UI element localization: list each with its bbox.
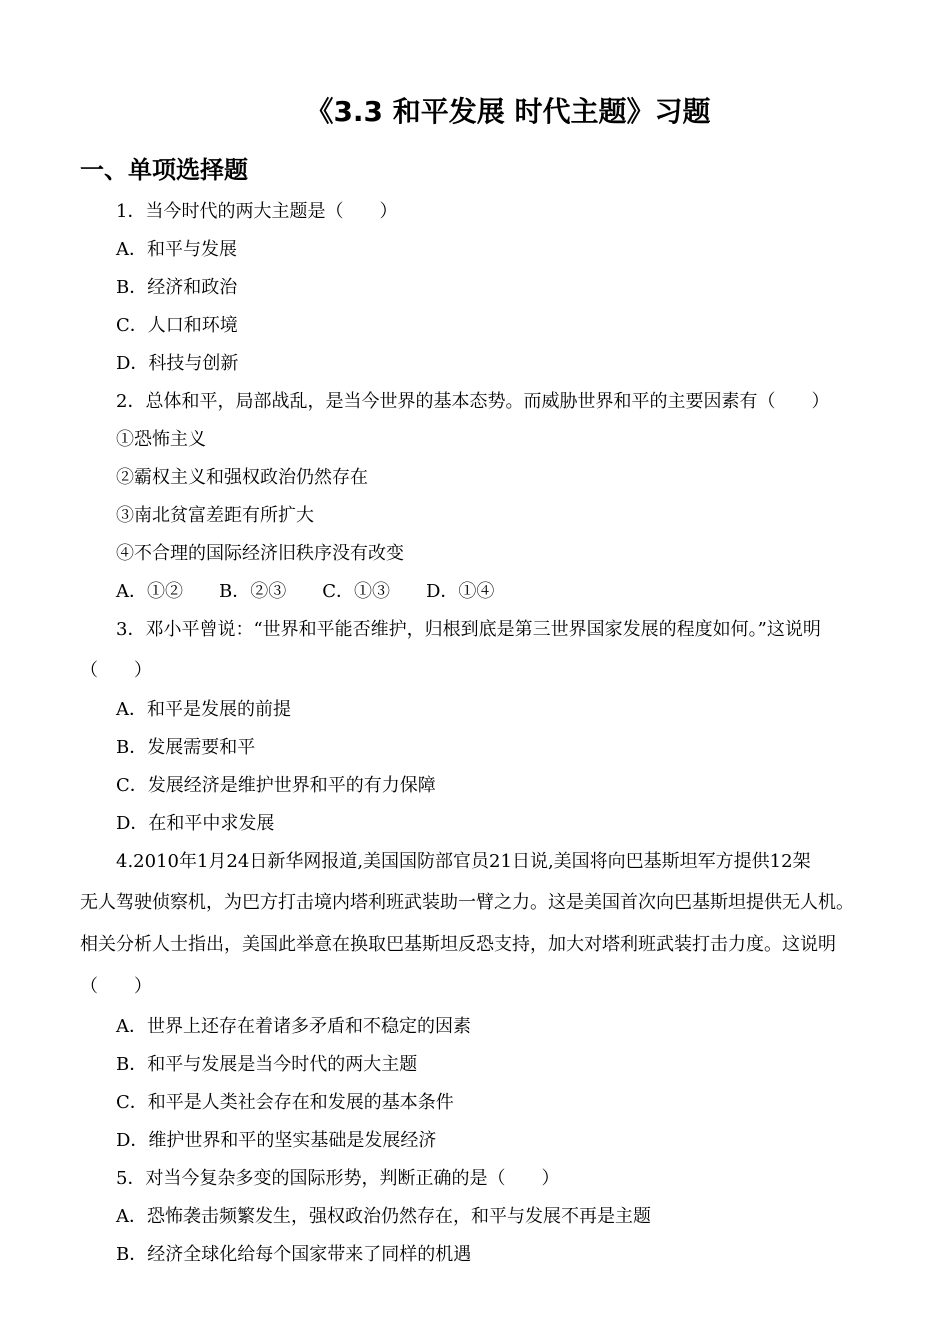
q4-option-c: C．和平是人类社会存在和发展的基本条件 <box>116 1092 454 1113</box>
q2-statement-3: ③南北贫富差距有所扩大 <box>116 505 314 526</box>
q5-option-a: A．恐怖袭击频繁发生，强权政治仍然存在，和平与发展不再是主题 <box>116 1206 651 1227</box>
q1-option-a: A．和平与发展 <box>116 239 237 260</box>
question-2: 2．总体和平，局部战乱，是当今世界的基本态势。而威胁世界和平的主要因素有（ ） <box>116 391 830 412</box>
q1-option-c: C．人口和环境 <box>116 315 238 336</box>
question-4-line-2: 无人驾驶侦察机，为巴方打击境内塔利班武装助一臂之力。这是美国首次向巴基斯坦提供无人机。 <box>80 892 854 913</box>
q4-option-b: B．和平与发展是当今时代的两大主题 <box>116 1054 418 1075</box>
q2-statement-4: ④不合理的国际经济旧秩序没有改变 <box>116 543 404 564</box>
section-heading: 一、单项选择题 <box>80 156 248 184</box>
q2-statement-1: ①恐怖主义 <box>116 429 206 450</box>
question-5: 5．对当今复杂多变的国际形势，判断正确的是（ ） <box>116 1168 560 1189</box>
question-3-blank: （ ） <box>80 660 152 681</box>
q4-option-a: A．世界上还存在着诸多矛盾和不稳定的因素 <box>116 1016 471 1037</box>
question-1: 1．当今时代的两大主题是（ ） <box>116 201 398 222</box>
q3-option-d: D．在和平中求发展 <box>116 813 275 834</box>
question-4-blank: （ ） <box>80 976 152 997</box>
q4-option-d: D．维护世界和平的坚实基础是发展经济 <box>116 1130 437 1151</box>
question-4-line-3: 相关分析人士指出，美国此举意在换取巴基斯坦反恐支持，加大对塔利班武装打击力度。这说明 <box>80 934 836 955</box>
q3-option-b: B．发展需要和平 <box>116 737 256 758</box>
q5-option-b: B．经济全球化给每个国家带来了同样的机遇 <box>116 1244 472 1265</box>
q1-option-d: D．科技与创新 <box>116 353 239 374</box>
q2-options: A．①② B．②③ C．①③ D．①④ <box>116 581 495 602</box>
page-title: 《3.3 和平发展 时代主题》习题 <box>305 95 711 128</box>
question-4-line-1: 4.2010年1月24日新华网报道,美国国防部官员21日说,美国将向巴基斯坦军方提供12架 <box>116 851 811 872</box>
question-3: 3．邓小平曾说：“世界和平能否维护，归根到底是第三世界国家发展的程度如何。”这说明 <box>116 619 821 640</box>
q3-option-c: C．发展经济是维护世界和平的有力保障 <box>116 775 436 796</box>
q1-option-b: B．经济和政治 <box>116 277 238 298</box>
q2-statement-2: ②霸权主义和强权政治仍然存在 <box>116 467 368 488</box>
q3-option-a: A．和平是发展的前提 <box>116 699 291 720</box>
